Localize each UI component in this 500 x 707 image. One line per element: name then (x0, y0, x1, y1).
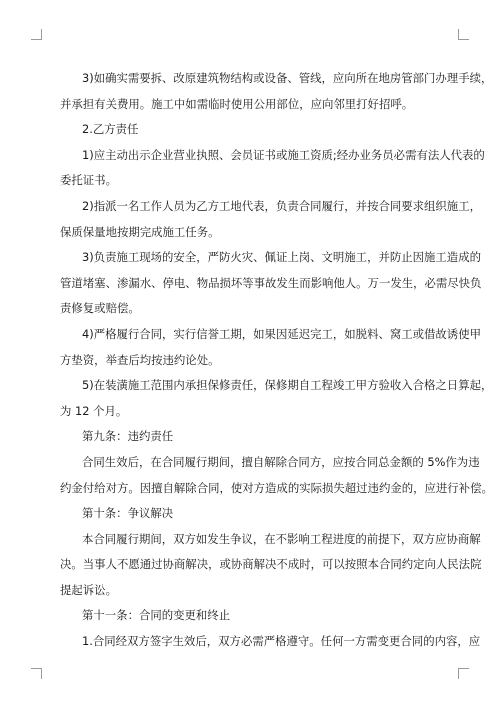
crop-mark-top-left (31, 29, 42, 40)
text-line: 委托证书。 (60, 173, 117, 188)
text-line: 约金付给对方。因擅自解除合同，使对方造成的实际损失超过违约金的，应进行补偿。 (60, 480, 493, 495)
text-line: 1.合同经双方签字生效后，双方必需严格遵守。任何一方需变更合同的内容，应 (82, 634, 481, 649)
text-line: 为 12 个月。 (60, 403, 128, 418)
text-line: 合同生效后，在合同履行期间，擅自解除合同方，应按合同总金额的 5%作为违 (82, 454, 480, 469)
text-line: 保质保量地按期完成施工任务。 (60, 224, 220, 239)
crop-mark-top-right (458, 29, 469, 40)
text-line: 并承担有关费用。施工中如需临时使用公用部位，应向邻里打好招呼。 (60, 96, 414, 111)
crop-mark-bottom-right (458, 668, 469, 679)
article-heading: 第十条：争议解决 (82, 506, 174, 521)
text-line: 提起诉讼。 (60, 582, 117, 597)
text-line: 3)如确实需要拆、改原建筑物结构或设备、管线，应向所在地房管部门办理手续， (82, 71, 493, 85)
text-line: 责修复或赔偿。 (60, 301, 140, 316)
text-line: 5)在装潢施工范围内承担保修责任，保修期自工程竣工甲方验收入合格之日算起， (82, 378, 493, 393)
text-line: 本合同履行期间，双方如发生争议，在不影响工程进度的前提下，双方应协商解 (82, 531, 481, 546)
section-heading: 2.乙方责任 (82, 122, 139, 137)
text-line: 1)应主动出示企业营业执照、会员证书或施工资质;经办业务员必需有法人代表的 (82, 147, 485, 162)
text-line: 3)负责施工现场的安全，严防火灾、佩证上岗、文明施工，并防止因施工造成的 (82, 250, 481, 265)
document-body (60, 66, 493, 655)
text-line: 方垫资，举查后均按违约论处。 (60, 352, 220, 367)
text-line: 4)严格履行合同，实行信誉工期，如果因延迟完工，如脱料、窝工或借故诱使甲 (82, 326, 481, 341)
crop-mark-bottom-left (31, 668, 42, 679)
article-heading: 第九条：违约责任 (82, 429, 174, 444)
text-line: 管道堵塞、渗漏水、停电、物品损坏等事故发生而影响他人。万一发生，必需尽快负 (60, 275, 482, 290)
text-line: 决。当事人不愿通过协商解决，或协商解决不成时，可以按照本合同约定向人民法院 (60, 557, 482, 572)
article-heading: 第十一条：合同的变更和终止 (82, 608, 231, 623)
text-line: 2)指派一名工作人员为乙方工地代表，负责合同履行，并按合同要求组织施工， (82, 198, 481, 213)
